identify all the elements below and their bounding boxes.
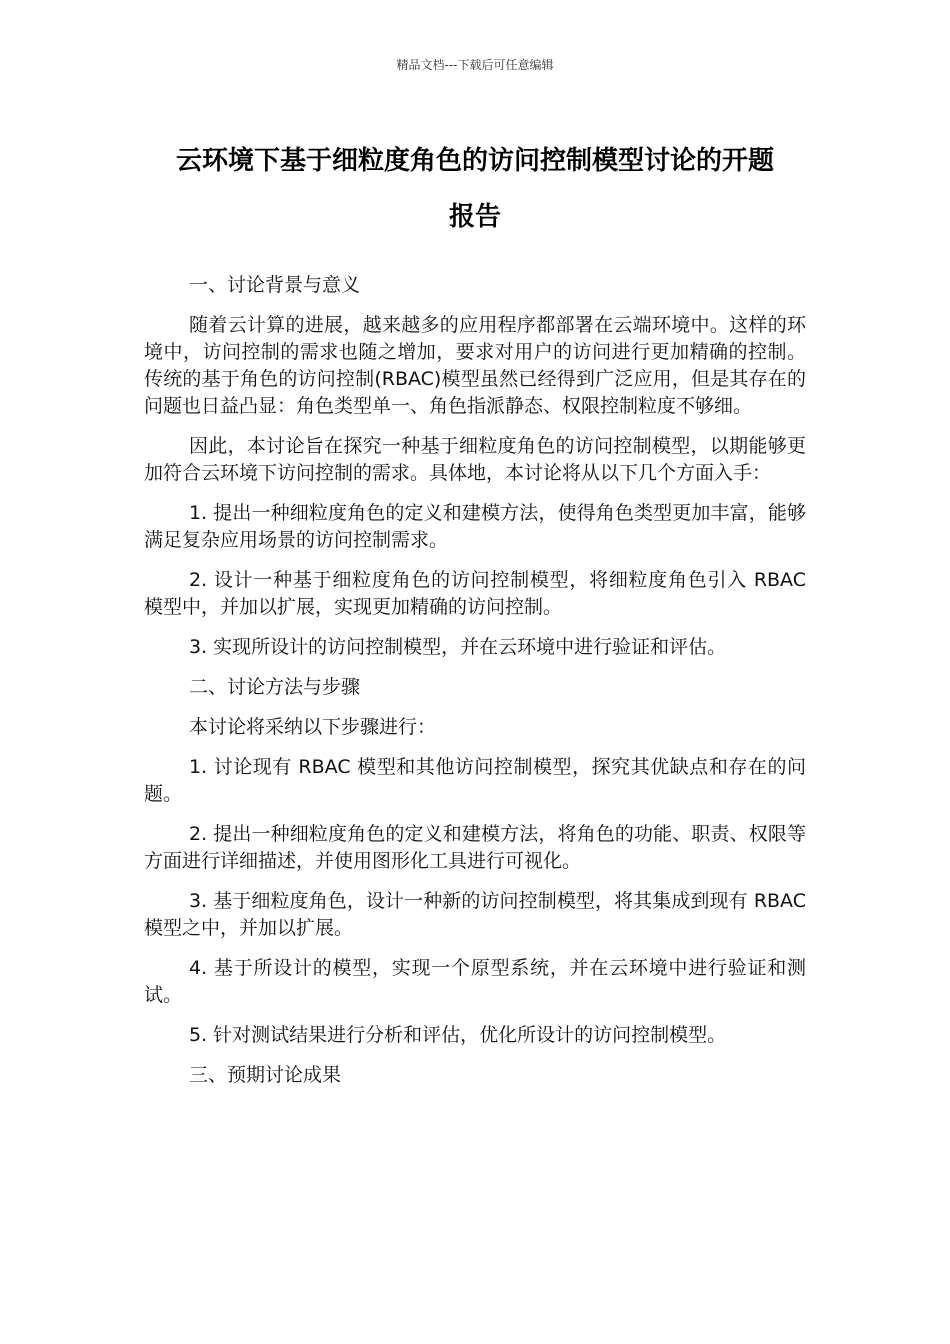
section-heading-methods: 二、讨论方法与步骤 <box>189 676 361 698</box>
title-line-1: 云环境下基于细粒度角色的访问控制模型讨论的开题 <box>175 146 774 176</box>
document-body <box>144 272 806 1102</box>
page-header: 精品文档---下载后可任意编辑 <box>396 58 554 72</box>
paragraph-objective: 因此，本讨论旨在探究一种基于细粒度角色的访问控制模型，以期能够更加符合云环境下访问控制的需求。具体地，本讨论将从以下几个方面入手： <box>144 435 806 484</box>
paragraph-steps-intro: 本讨论将采纳以下步骤进行： <box>189 716 437 738</box>
title-line-2: 报告 <box>448 202 501 232</box>
section-heading-background: 一、讨论背景与意义 <box>189 274 361 296</box>
list-item-objective-3: 3. 实现所设计的访问控制模型，并在云环境中进行验证和评估。 <box>189 636 727 658</box>
document-title <box>120 133 830 245</box>
list-item-step-4: 4. 基于所设计的模型，实现一个原型系统，并在云环境中进行验证和测试。 <box>144 957 806 1006</box>
section-heading-outcomes: 三、预期讨论成果 <box>189 1064 342 1086</box>
list-item-step-2: 2. 提出一种细粒度角色的定义和建模方法，将角色的功能、职责、权限等方面进行详细描述，并使用图形化工具进行可视化。 <box>144 823 806 872</box>
list-item-objective-1: 1. 提出一种细粒度角色的定义和建模方法，使得角色类型更加丰富，能够满足复杂应用场景的访问控制需求。 <box>144 502 806 551</box>
paragraph-background: 随着云计算的进展，越来越多的应用程序都部署在云端环境中。这样的环境中，访问控制的需求也随之增加，要求对用户的访问进行更加精确的控制。传统的基于角色的访问控制(RBAC)模型虽然已经得到广泛应用，但是其存在的问题也日益凸显：角色类型单一、角色指派静态、权限控制粒度不够细。 <box>144 314 806 417</box>
list-item-step-5: 5. 针对测试结果进行分析和评估，优化所设计的访问控制模型。 <box>189 1024 727 1046</box>
list-item-step-3: 3. 基于细粒度角色，设计一种新的访问控制模型，将其集成到现有 RBAC 模型之中，并加以扩展。 <box>144 890 806 939</box>
list-item-objective-2: 2. 设计一种基于细粒度角色的访问控制模型，将细粒度角色引入 RBAC 模型中，并加以扩展，实现更加精确的访问控制。 <box>144 569 806 618</box>
list-item-step-1: 1. 讨论现有 RBAC 模型和其他访问控制模型，探究其优缺点和存在的问题。 <box>144 756 806 805</box>
